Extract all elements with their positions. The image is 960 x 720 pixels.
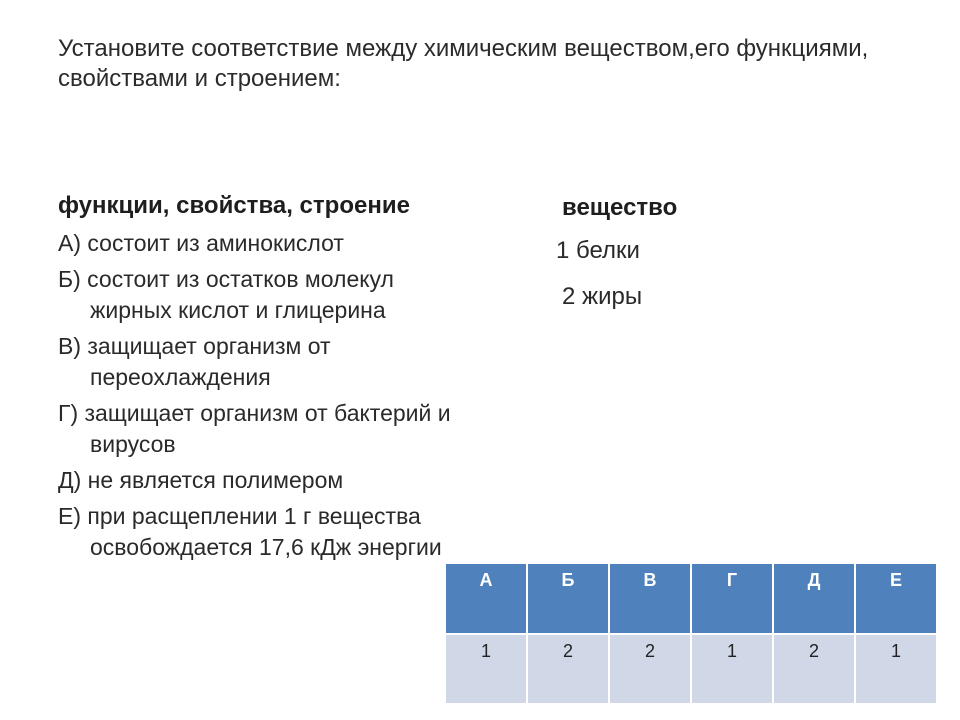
- property-item-b: Б) состоит из остатков молекул жирных кислот и глицерина: [58, 266, 394, 323]
- property-item-g: Г) защищает организм от бактерий и вирусов: [58, 400, 451, 457]
- answer-value-cell: 1: [691, 634, 773, 704]
- properties-column: [58, 188, 478, 568]
- answer-header-cell: Е: [855, 563, 937, 634]
- property-item-v: В) защищает организм от переохлаждения: [58, 333, 331, 390]
- property-item-e: Е) при расщеплении 1 г вещества освобождается 17,6 кДж энергии: [58, 503, 442, 560]
- property-item-d: Д) не является полимером: [58, 467, 344, 493]
- substance-item-fats: 2 жиры: [562, 283, 643, 310]
- answer-header-cell: В: [609, 563, 691, 634]
- answer-table: [444, 562, 938, 705]
- answer-value-cell: 2: [773, 634, 855, 704]
- substance-column: [540, 190, 800, 326]
- answer-header-cell: Б: [527, 563, 609, 634]
- substance-list: [540, 234, 800, 314]
- answer-header-cell: Г: [691, 563, 773, 634]
- answer-value-cell: 1: [855, 634, 937, 704]
- answer-header-cell: А: [445, 563, 527, 634]
- properties-heading: функции, свойства, строение: [58, 192, 410, 219]
- answer-value-cell: 2: [609, 634, 691, 704]
- answer-table-row: [445, 634, 937, 704]
- property-item-a: А) состоит из аминокислот: [58, 230, 344, 256]
- answer-value-cell: 1: [445, 634, 527, 704]
- answer-table-header-row: [445, 563, 937, 634]
- substance-item-proteins: 1 белки: [556, 237, 640, 264]
- substance-heading: вещество: [562, 194, 678, 221]
- answer-value-cell: 2: [527, 634, 609, 704]
- answer-header-cell: Д: [773, 563, 855, 634]
- properties-list: [58, 228, 478, 563]
- slide-title: Установите соответствие между химическим веществом,его функциями, свойствами и строением:: [58, 35, 869, 92]
